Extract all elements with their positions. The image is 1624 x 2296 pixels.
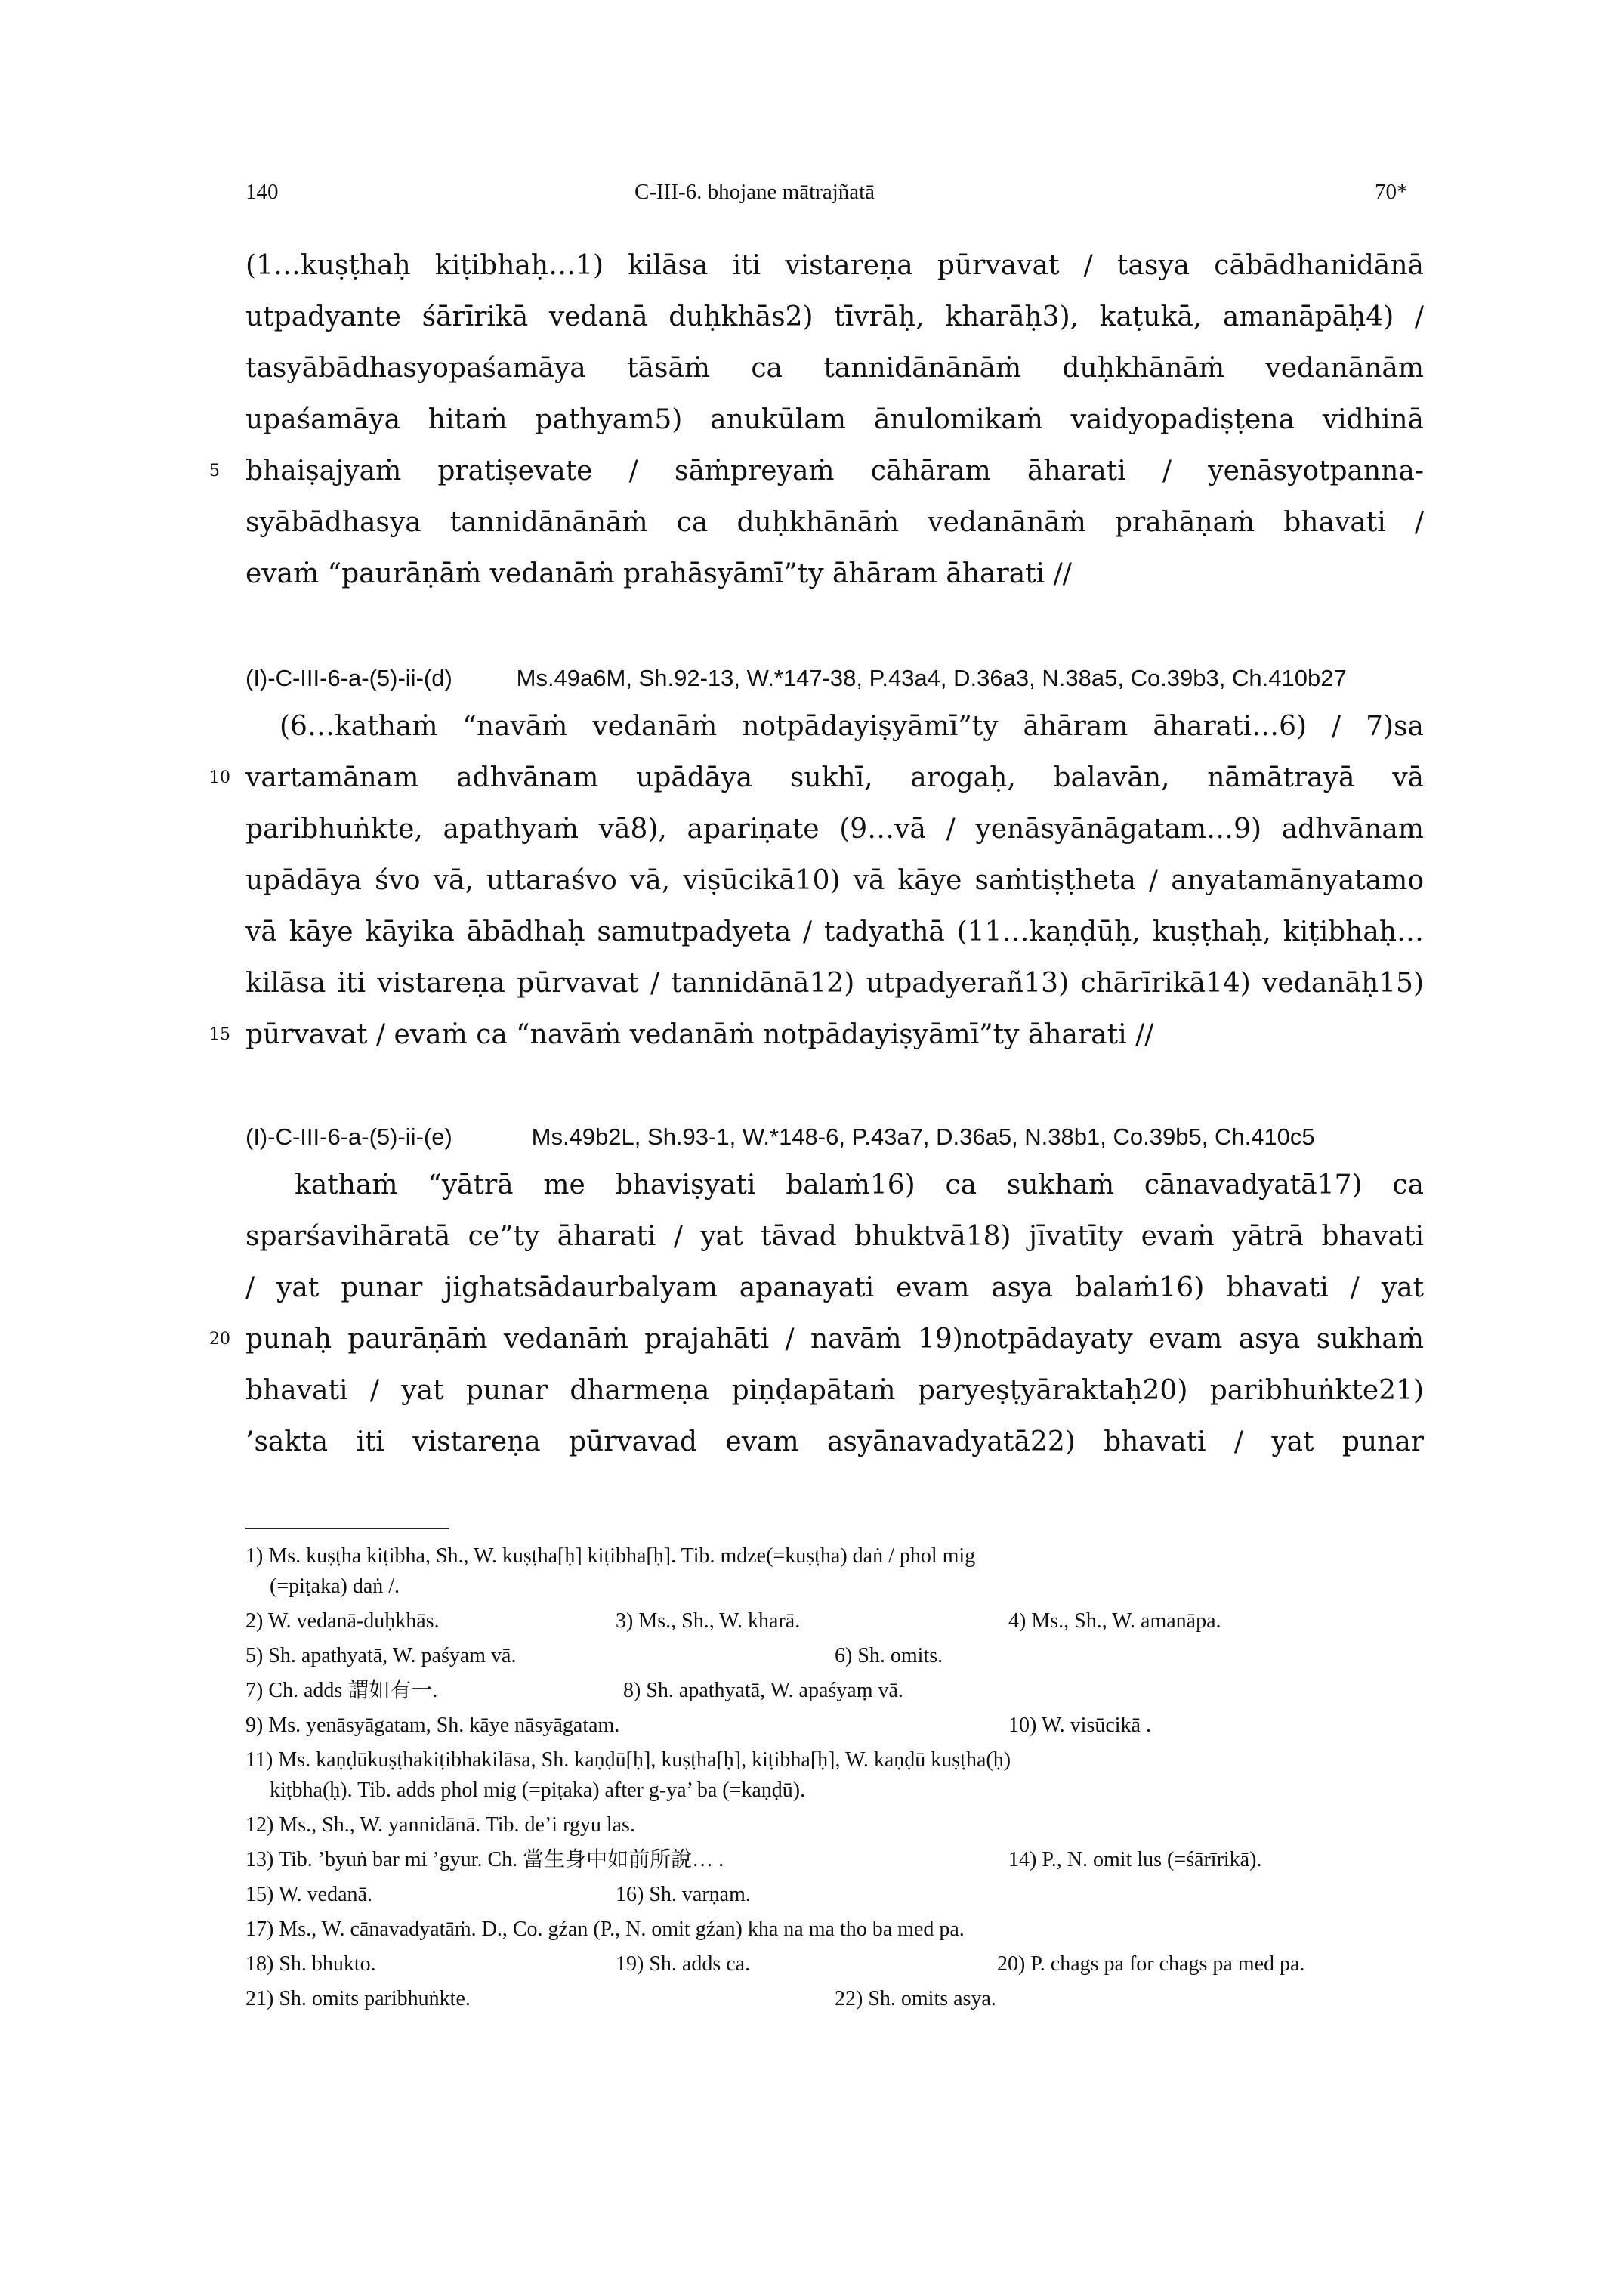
footnote-12: 12) Ms., Sh., W. yannidānā. Tib. de’i rgyu las.: [245, 1813, 635, 1837]
footnote-16: 16) Sh. varṇam.: [616, 1883, 751, 1906]
section-d: [209, 656, 1424, 1061]
footnote-1: 1) Ms. kuṣṭha kiṭibha, Sh., W. kuṣṭha[ḥ] kiṭibha[ḥ]. Tib. mdze(=kuṣṭha) daṅ / phol mig: [245, 1544, 976, 1568]
footnote-13: 13) Tib. ’byuṅ bar mi ’gyur. Ch. 當生身中如前所說… .: [245, 1848, 724, 1871]
text-line: kathaṁ “yātrā me bhaviṣyati balaṁ16) ca sukhaṁ cānavadyatā17) ca: [295, 1170, 1424, 1201]
ref-d: D.36a5,: [936, 1123, 1018, 1150]
ref-p: P.43a7,: [851, 1123, 930, 1150]
text-line: upaśamāya hitaṁ pathyam5) anukūlam ānulomikaṁ vaidyopadiṣṭena vidhinā: [245, 404, 1424, 435]
ref-sh: Sh.92-13,: [638, 665, 741, 691]
ref-sh: Sh.93-1,: [647, 1123, 736, 1150]
ref-ch: Ch.410c5: [1214, 1123, 1315, 1150]
text-line: / yat punar jighatsādaurbalyam apanayati evam asya balaṁ16) bhavati / yat: [245, 1272, 1424, 1303]
text-line: vā kāye kāyika ābādhaḥ samutpadyeta / tadyathā (11…kaṇḍūḥ, kuṣṭhaḥ, kiṭibhaḥ…: [245, 916, 1424, 947]
text-line: (1…kuṣṭhaḥ kiṭibhaḥ…1) kilāsa iti vistareṇa pūrvavat / tasya cābādhanidānā: [245, 250, 1424, 281]
footnote-1-cont: (=piṭaka) daṅ /.: [270, 1574, 400, 1598]
text-line: paribhuṅkte, apathyaṁ vā8), apariṇate (9…vā / yenāsyānāgatam…9) adhvānam: [245, 814, 1424, 845]
section-id: (I)-C-III-6-a-(5)-ii-(d): [245, 665, 452, 691]
line-number: 15: [209, 1025, 230, 1044]
text-line: pūrvavat / evaṁ ca “navāṁ vedanāṁ notpādayiṣyāmī”ty āharati //: [245, 1019, 1154, 1050]
footnote-3: 3) Ms., Sh., W. kharā.: [616, 1609, 801, 1633]
footnote-17: 17) Ms., W. cānavadyatāṁ. D., Co. gźan (P., N. omit gźan) kha na ma tho ba med pa.: [245, 1917, 965, 1941]
text-line: sparśavihāratā ce”ty āharati / yat tāvad bhuktvā18) jīvatīty evaṁ yātrā bhavati: [245, 1221, 1424, 1252]
ref-d: D.36a3,: [953, 665, 1036, 691]
text-line: tasyābādhasyopaśamāya tāsāṁ ca tannidānānāṁ duḥkhānāṁ vedanānām: [245, 353, 1424, 384]
text-line: vartamānam adhvānam upādāya sukhī, arogaḥ, balavān, nāmātrayā vā: [245, 762, 1424, 793]
footnote-9: 9) Ms. yenāsyāgatam, Sh. kāye nāsyāgatam.: [245, 1714, 620, 1737]
footnote-11: 11) Ms. kaṇḍūkuṣṭhakiṭibhakilāsa, Sh. kaṇḍū[ḥ], kuṣṭha[ḥ], kiṭibha[ḥ], W. kaṇḍū kuṣṭha(ḥ): [245, 1748, 1011, 1772]
folio-number: 70*: [1375, 180, 1408, 204]
section-e: [209, 1114, 1424, 1468]
footnote-18: 18) Sh. bhukto.: [245, 1952, 376, 1976]
footnote-5: 5) Sh. apathyatā, W. paśyam vā.: [245, 1644, 517, 1667]
line-number: 5: [209, 462, 220, 481]
text-line: upādāya śvo vā, uttaraśvo vā, viṣūcikā10) vā kāye saṁtiṣṭheta / anyatamānyatamo: [245, 865, 1424, 896]
footnote-7: 7) Ch. adds 謂如有一.: [245, 1679, 438, 1702]
footnote-19: 19) Sh. adds ca.: [616, 1952, 751, 1976]
footnote-2: 2) W. vedanā-duḥkhās.: [245, 1609, 440, 1633]
footnote-14: 14) P., N. omit lus (=śārīrikā).: [1008, 1848, 1262, 1871]
ref-p: P.43a4,: [869, 665, 947, 691]
text-line: bhavati / yat punar dharmeṇa piṇḍapātaṁ paryeṣṭyāraktaḥ20) paribhuṅkte21): [245, 1375, 1424, 1406]
footnote-rule: [245, 1528, 449, 1529]
footnotes: [245, 1541, 1424, 2019]
text-line: ’sakta iti vistareṇa pūrvavad evam asyānavadyatā22) bhavati / yat punar: [245, 1426, 1424, 1457]
page-number: 140: [245, 180, 279, 204]
section-reference-line: [245, 1114, 1424, 1160]
ref-n: N.38b1,: [1024, 1123, 1107, 1150]
line-number: 10: [209, 768, 230, 787]
ref-ms: Ms.49b2L,: [531, 1123, 641, 1150]
footnote-22: 22) Sh. omits asya.: [835, 1987, 996, 2010]
footnote-8: 8) Sh. apathyatā, W. apaśyaṃ vā.: [623, 1679, 903, 1702]
footnote-11-cont: kiṭbha(ḥ). Tib. adds phol mig (=piṭaka) after g-ya’ ba (=kaṇḍū).: [270, 1778, 806, 1802]
text-line: kilāsa iti vistareṇa pūrvavat / tannidānā12) utpadyerañ13) chārīrikā14) vedanāḥ15): [245, 968, 1424, 999]
footnote-21: 21) Sh. omits paribhuṅkte.: [245, 1987, 471, 2010]
footnote-4: 4) Ms., Sh., W. amanāpa.: [1008, 1609, 1221, 1633]
ref-ms: Ms.49a6M,: [516, 665, 632, 691]
paragraph-block-1: [209, 240, 1424, 600]
footnote-6: 6) Sh. omits.: [835, 1644, 943, 1667]
ref-ch: Ch.410b27: [1232, 665, 1347, 691]
ref-w: W.*148-6,: [742, 1123, 845, 1150]
text-line: punaḥ paurāṇāṁ vedanāṁ prajahāti / navāṁ 19)notpādayaty evam asya sukhaṁ: [245, 1324, 1424, 1355]
section-id: (I)-C-III-6-a-(5)-ii-(e): [245, 1123, 452, 1150]
footnote-20: 20) P. chags pa for chags pa med pa.: [997, 1952, 1305, 1976]
footnote-10: 10) W. visūcikā .: [1008, 1714, 1151, 1737]
ref-co: Co.39b5,: [1113, 1123, 1209, 1150]
ref-co: Co.39b3,: [1130, 665, 1226, 691]
line-number: 20: [209, 1330, 230, 1349]
ref-w: W.*147-38,: [746, 665, 863, 691]
ref-n: N.38a5,: [1042, 665, 1124, 691]
text-line: evaṁ “paurāṇāṁ vedanāṁ prahāsyāmī”ty āhāram āharati //: [245, 558, 1072, 589]
section-reference-line: [245, 656, 1424, 701]
footnote-15: 15) W. vedanā.: [245, 1883, 372, 1906]
text-line: bhaiṣajyaṁ pratiṣevate / sāṁpreyaṁ cāhāram āharati / yenāsyotpanna-: [245, 456, 1424, 487]
text-line: utpadyante śārīrikā vedanā duḥkhās2) tīvrāḥ, kharāḥ3), kaṭukā, amanāpāḥ4) /: [245, 301, 1424, 332]
text-line: syābādhasya tannidānānāṁ ca duḥkhānāṁ vedanānāṁ prahāṇaṁ bhavati /: [245, 507, 1424, 538]
text-line: (6…kathaṁ “navāṁ vedanāṁ notpādayiṣyāmī”ty āhāram āharati…6) / 7)sa: [279, 711, 1424, 742]
section-title: C-III-6. bhojane mātrajñatā: [634, 180, 875, 204]
